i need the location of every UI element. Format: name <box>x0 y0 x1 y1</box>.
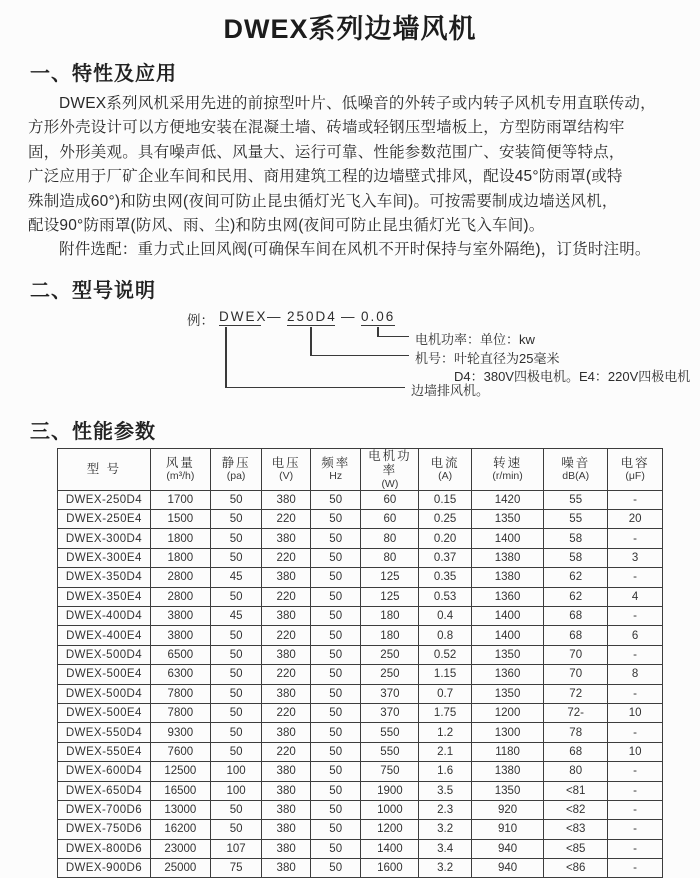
value-cell: - <box>608 800 663 819</box>
model-cell: DWEX-300D4 <box>58 529 151 548</box>
value-cell: - <box>608 839 663 858</box>
value-cell: 50 <box>310 626 361 645</box>
connector-size-vertical <box>310 327 312 355</box>
value-cell: 0.20 <box>419 529 472 548</box>
value-cell: 8 <box>608 665 663 684</box>
value-cell: 78 <box>544 723 608 742</box>
label-motor-type: D4：380V四极电机。E4：220V四极电机 <box>454 368 691 384</box>
performance-table-header-row <box>58 448 663 490</box>
value-cell: 50 <box>210 684 262 703</box>
value-cell: - <box>608 490 663 509</box>
value-cell: 50 <box>210 510 262 529</box>
value-cell: 55 <box>544 510 608 529</box>
value-cell: 23000 <box>150 839 210 858</box>
value-cell: 3 <box>608 548 663 567</box>
value-cell: 3.4 <box>419 839 472 858</box>
value-cell: 50 <box>310 529 361 548</box>
value-cell: - <box>608 820 663 839</box>
value-cell: 50 <box>210 645 262 664</box>
table-row <box>58 626 663 645</box>
model-cell: DWEX-550E4 <box>58 742 151 761</box>
model-cell: DWEX-350D4 <box>58 568 151 587</box>
value-cell: 50 <box>210 703 262 722</box>
value-cell: 250 <box>361 665 419 684</box>
model-code-diagram <box>187 309 700 404</box>
value-cell: - <box>608 762 663 781</box>
value-cell: 220 <box>262 510 311 529</box>
table-row <box>58 548 663 567</box>
value-cell: 380 <box>262 800 311 819</box>
model-cell: DWEX-250E4 <box>58 510 151 529</box>
value-cell: 125 <box>361 587 419 606</box>
value-cell: 50 <box>310 703 361 722</box>
paragraph-line: 殊制造成60°)和防虫网(夜间可防止昆虫循灯光飞入车间)。可按需要制成边墙送风机， <box>28 192 618 210</box>
value-cell: <82 <box>544 800 608 819</box>
value-cell: - <box>608 645 663 664</box>
value-cell: <86 <box>544 859 608 878</box>
value-cell: 50 <box>310 684 361 703</box>
value-cell: 80 <box>544 762 608 781</box>
value-cell: 1420 <box>471 490 543 509</box>
value-cell: 1700 <box>150 490 210 509</box>
label-fan-type: 边墙排风机。 <box>411 382 490 398</box>
value-cell: 940 <box>471 859 543 878</box>
model-cell: DWEX-400E4 <box>58 626 151 645</box>
value-cell: 380 <box>262 762 311 781</box>
value-cell: 1380 <box>471 568 543 587</box>
model-cell: DWEX-300E4 <box>58 548 151 567</box>
value-cell: 3.2 <box>419 820 472 839</box>
value-cell: 1300 <box>471 723 543 742</box>
value-cell: 9300 <box>150 723 210 742</box>
model-code-dash-2: — <box>341 308 355 324</box>
value-cell: 50 <box>210 723 262 742</box>
value-cell: 220 <box>262 587 311 606</box>
value-cell: 72 <box>544 684 608 703</box>
value-cell: 220 <box>262 742 311 761</box>
column-header: 电流 (A) <box>419 448 472 490</box>
table-row <box>58 859 663 878</box>
value-cell: 1200 <box>471 703 543 722</box>
model-cell: DWEX-550D4 <box>58 723 151 742</box>
value-cell: 50 <box>310 645 361 664</box>
value-cell: 50 <box>310 742 361 761</box>
value-cell: 50 <box>210 800 262 819</box>
model-cell: DWEX-650D4 <box>58 781 151 800</box>
value-cell: - <box>608 781 663 800</box>
value-cell: <81 <box>544 781 608 800</box>
value-cell: - <box>608 723 663 742</box>
value-cell: 100 <box>210 781 262 800</box>
value-cell: 380 <box>262 490 311 509</box>
value-cell: 1360 <box>471 587 543 606</box>
column-header: 电机功率 (W) <box>361 448 419 490</box>
value-cell: 220 <box>262 665 311 684</box>
table-row <box>58 723 663 742</box>
value-cell: 50 <box>310 568 361 587</box>
value-cell: 220 <box>262 703 311 722</box>
value-cell: 1600 <box>361 859 419 878</box>
value-cell: 0.35 <box>419 568 472 587</box>
performance-table <box>57 448 663 878</box>
value-cell: 1350 <box>471 684 543 703</box>
value-cell: 3800 <box>150 626 210 645</box>
table-row <box>58 839 663 858</box>
value-cell: 380 <box>262 723 311 742</box>
connector-power-horizontal <box>377 336 409 338</box>
value-cell: 107 <box>210 839 262 858</box>
value-cell: 50 <box>310 548 361 567</box>
value-cell: 7800 <box>150 703 210 722</box>
value-cell: 50 <box>210 548 262 567</box>
value-cell: 12500 <box>150 762 210 781</box>
value-cell: 10 <box>608 703 663 722</box>
value-cell: 0.52 <box>419 645 472 664</box>
value-cell: 380 <box>262 607 311 626</box>
value-cell: 1800 <box>150 529 210 548</box>
model-cell: DWEX-500D4 <box>58 645 151 664</box>
value-cell: - <box>608 568 663 587</box>
model-code-series: DWEX <box>219 308 268 324</box>
paragraph-line: DWEX系列风机采用先进的前掠型叶片、低噪音的外转子或内转子风机专用直联传动， <box>59 95 656 112</box>
performance-table-body <box>58 490 663 878</box>
section-heading-model: 二、型号说明 <box>30 279 156 302</box>
value-cell: 58 <box>544 529 608 548</box>
value-cell: 380 <box>262 645 311 664</box>
value-cell: - <box>608 529 663 548</box>
value-cell: 250 <box>361 645 419 664</box>
value-cell: 68 <box>544 607 608 626</box>
value-cell: 1350 <box>471 645 543 664</box>
column-header: 电容 (μF) <box>608 448 663 490</box>
value-cell: 50 <box>310 781 361 800</box>
value-cell: 2.3 <box>419 800 472 819</box>
value-cell: 13000 <box>150 800 210 819</box>
value-cell: 58 <box>544 548 608 567</box>
table-row <box>58 742 663 761</box>
connector-power-vertical <box>377 327 379 336</box>
value-cell: 0.37 <box>419 548 472 567</box>
value-cell: 1.2 <box>419 723 472 742</box>
value-cell: 100 <box>210 762 262 781</box>
value-cell: 380 <box>262 820 311 839</box>
value-cell: 6300 <box>150 665 210 684</box>
connector-size-horizontal <box>310 355 409 357</box>
value-cell: <83 <box>544 820 608 839</box>
value-cell: 45 <box>210 568 262 587</box>
value-cell: 750 <box>361 762 419 781</box>
value-cell: 50 <box>310 665 361 684</box>
page-title: DWEX系列边墙风机 <box>223 14 477 44</box>
value-cell: 920 <box>471 800 543 819</box>
value-cell: 72- <box>544 703 608 722</box>
table-row <box>58 645 663 664</box>
value-cell: 3.5 <box>419 781 472 800</box>
table-row <box>58 665 663 684</box>
table-row <box>58 820 663 839</box>
column-header: 风量 (m³/h) <box>150 448 210 490</box>
value-cell: 50 <box>210 587 262 606</box>
value-cell: 380 <box>262 859 311 878</box>
model-cell: DWEX-800D6 <box>58 839 151 858</box>
features-paragraph <box>28 92 692 263</box>
value-cell: 1400 <box>471 607 543 626</box>
value-cell: 80 <box>361 548 419 567</box>
value-cell: 180 <box>361 626 419 645</box>
value-cell: 380 <box>262 839 311 858</box>
model-code-dash-1: — <box>267 308 281 324</box>
value-cell: 68 <box>544 626 608 645</box>
value-cell: 220 <box>262 548 311 567</box>
value-cell: 25000 <box>150 859 210 878</box>
value-cell: 2800 <box>150 568 210 587</box>
value-cell: 50 <box>310 587 361 606</box>
value-cell: 45 <box>210 607 262 626</box>
value-cell: 2.1 <box>419 742 472 761</box>
model-cell: DWEX-350E4 <box>58 587 151 606</box>
value-cell: 55 <box>544 490 608 509</box>
value-cell: 70 <box>544 665 608 684</box>
table-row <box>58 800 663 819</box>
model-cell: DWEX-700D6 <box>58 800 151 819</box>
value-cell: 20 <box>608 510 663 529</box>
value-cell: 380 <box>262 529 311 548</box>
table-row <box>58 587 663 606</box>
value-cell: 0.53 <box>419 587 472 606</box>
value-cell: 1800 <box>150 548 210 567</box>
value-cell: 50 <box>210 490 262 509</box>
paragraph-line: 固，外形美观。具有噪声低、风量大、运行可靠、性能参数范围广、安装简便等特点， <box>28 143 625 161</box>
value-cell: 4 <box>608 587 663 606</box>
value-cell: 910 <box>471 820 543 839</box>
value-cell: 70 <box>544 645 608 664</box>
value-cell: 50 <box>310 490 361 509</box>
model-code-power: 0.06 <box>361 308 396 324</box>
value-cell: 1380 <box>471 548 543 567</box>
value-cell: 1000 <box>361 800 419 819</box>
value-cell: 50 <box>310 839 361 858</box>
value-cell: 60 <box>361 510 419 529</box>
value-cell: 50 <box>210 742 262 761</box>
value-cell: 550 <box>361 723 419 742</box>
value-cell: 1500 <box>150 510 210 529</box>
value-cell: 50 <box>310 800 361 819</box>
table-row <box>58 703 663 722</box>
value-cell: 50 <box>210 665 262 684</box>
value-cell: 1400 <box>471 529 543 548</box>
value-cell: 1200 <box>361 820 419 839</box>
value-cell: - <box>608 684 663 703</box>
value-cell: 50 <box>310 762 361 781</box>
column-header: 转速 (r/min) <box>471 448 543 490</box>
value-cell: 1380 <box>471 762 543 781</box>
value-cell: 1.6 <box>419 762 472 781</box>
value-cell: 1350 <box>471 781 543 800</box>
value-cell: 380 <box>262 684 311 703</box>
value-cell: 50 <box>310 510 361 529</box>
value-cell: 1.15 <box>419 665 472 684</box>
table-row <box>58 684 663 703</box>
label-motor-power: 电机功率：单位：kw <box>415 331 535 347</box>
table-row <box>58 490 663 509</box>
value-cell: 380 <box>262 568 311 587</box>
value-cell: 16200 <box>150 820 210 839</box>
column-header: 噪音 dB(A) <box>544 448 608 490</box>
table-row <box>58 529 663 548</box>
value-cell: 940 <box>471 839 543 858</box>
value-cell: 80 <box>361 529 419 548</box>
value-cell: 10 <box>608 742 663 761</box>
value-cell: 3800 <box>150 607 210 626</box>
value-cell: <85 <box>544 839 608 858</box>
value-cell: 125 <box>361 568 419 587</box>
section-heading-features: 一、特性及应用 <box>30 63 177 85</box>
model-cell: DWEX-500D4 <box>58 684 151 703</box>
value-cell: 370 <box>361 684 419 703</box>
model-cell: DWEX-600D4 <box>58 762 151 781</box>
value-cell: - <box>608 607 663 626</box>
value-cell: 75 <box>210 859 262 878</box>
value-cell: 2800 <box>150 587 210 606</box>
paragraph-line: 方形外壳设计可以方便地安装在混凝土墙、砖墙或轻钢压型墙板上，方型防雨罩结构牢 <box>28 119 625 137</box>
value-cell: 1400 <box>361 839 419 858</box>
section-heading-performance: 三、性能参数 <box>30 420 156 443</box>
value-cell: 68 <box>544 742 608 761</box>
table-row <box>58 568 663 587</box>
value-cell: 380 <box>262 781 311 800</box>
model-cell: DWEX-500E4 <box>58 703 151 722</box>
model-cell: DWEX-750D6 <box>58 820 151 839</box>
model-cell: DWEX-900D6 <box>58 859 151 878</box>
value-cell: 370 <box>361 703 419 722</box>
column-header: 型 号 <box>58 448 151 490</box>
value-cell: 60 <box>361 490 419 509</box>
value-cell: 1360 <box>471 665 543 684</box>
value-cell: 50 <box>210 529 262 548</box>
value-cell: 1350 <box>471 510 543 529</box>
value-cell: 0.15 <box>419 490 472 509</box>
value-cell: 6500 <box>150 645 210 664</box>
model-code-size: 250D4 <box>287 308 337 324</box>
model-cell: DWEX-250D4 <box>58 490 151 509</box>
connector-series-vertical <box>225 327 227 387</box>
value-cell: 50 <box>210 626 262 645</box>
value-cell: 16500 <box>150 781 210 800</box>
value-cell: 550 <box>361 742 419 761</box>
connector-series-horizontal <box>225 387 405 389</box>
value-cell: 50 <box>310 723 361 742</box>
value-cell: 7600 <box>150 742 210 761</box>
column-header: 频率 Hz <box>310 448 361 490</box>
value-cell: 62 <box>544 568 608 587</box>
value-cell: 0.8 <box>419 626 472 645</box>
value-cell: 62 <box>544 587 608 606</box>
value-cell: 1180 <box>471 742 543 761</box>
value-cell: 7800 <box>150 684 210 703</box>
column-header: 电压 (V) <box>262 448 311 490</box>
value-cell: 50 <box>310 607 361 626</box>
value-cell: - <box>608 859 663 878</box>
value-cell: 6 <box>608 626 663 645</box>
paragraph-line: 配设90°防雨罩(防风、雨、尘)和防虫网(夜间可防止昆虫循灯光飞入车间)。 <box>28 217 545 235</box>
paragraph-line: 附件选配：重力式止回风阀(可确保车间在风机不开时保持与室外隔绝)，订货时注明。 <box>59 241 651 259</box>
value-cell: 50 <box>310 859 361 878</box>
table-row <box>58 607 663 626</box>
value-cell: 1.75 <box>419 703 472 722</box>
value-cell: 0.4 <box>419 607 472 626</box>
value-cell: 3.2 <box>419 859 472 878</box>
value-cell: 0.7 <box>419 684 472 703</box>
value-cell: 180 <box>361 607 419 626</box>
model-example-prefix: 例： <box>187 312 214 328</box>
value-cell: 220 <box>262 626 311 645</box>
value-cell: 1400 <box>471 626 543 645</box>
value-cell: 50 <box>310 820 361 839</box>
table-row <box>58 762 663 781</box>
value-cell: 1900 <box>361 781 419 800</box>
column-header: 静压 (pa) <box>210 448 262 490</box>
table-row <box>58 781 663 800</box>
value-cell: 0.25 <box>419 510 472 529</box>
model-cell: DWEX-500E4 <box>58 665 151 684</box>
table-row <box>58 510 663 529</box>
model-cell: DWEX-400D4 <box>58 607 151 626</box>
label-fan-size: 机号：叶轮直径为25毫米 <box>415 350 560 366</box>
value-cell: 50 <box>210 820 262 839</box>
paragraph-line: 广泛应用于厂矿企业车间和民用、商用建筑工程的边墙壁式排风，配设45°防雨罩(或特 <box>28 168 623 186</box>
